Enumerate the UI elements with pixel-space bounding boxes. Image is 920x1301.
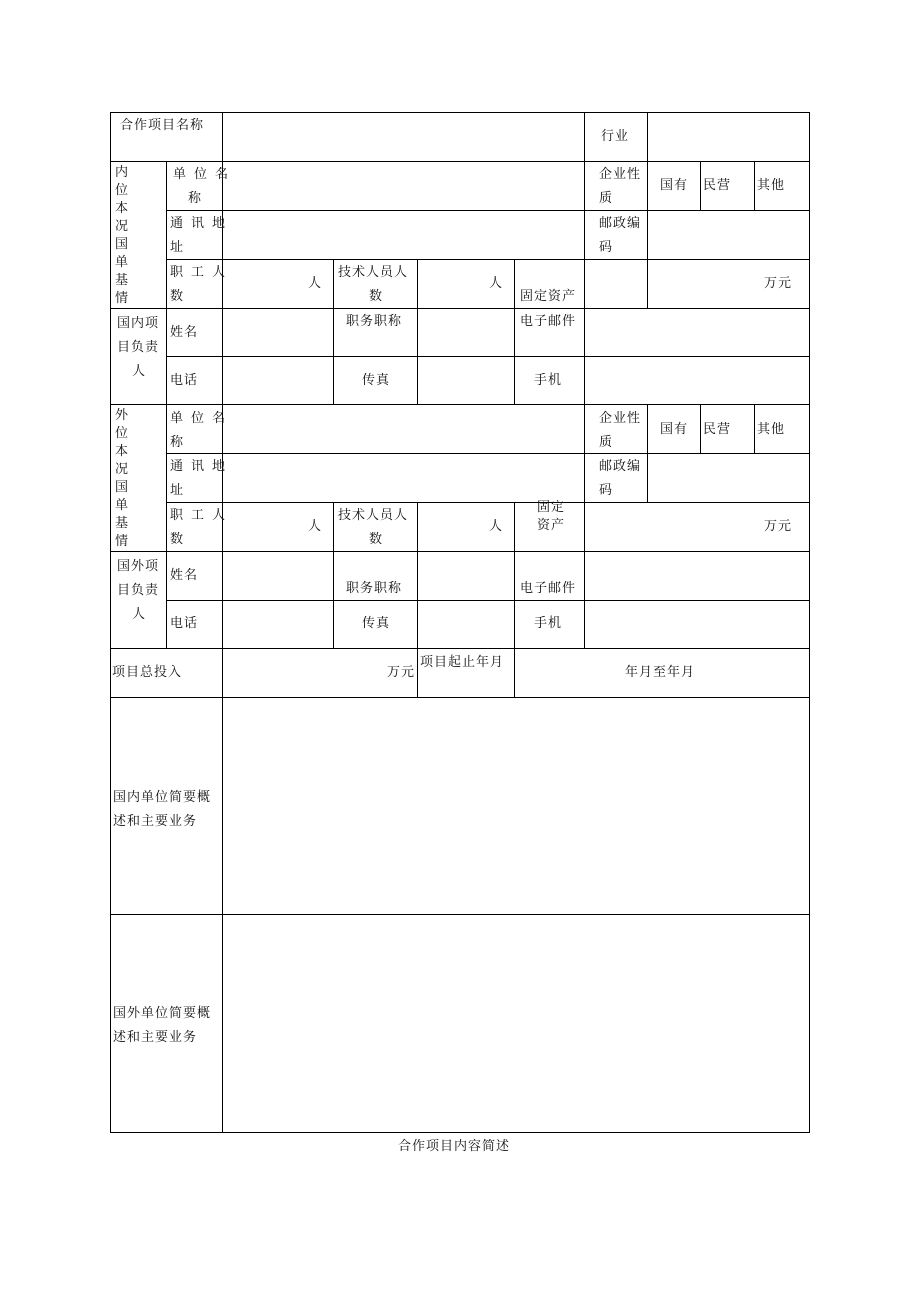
foreign-nature-label-cont: 质 <box>599 435 614 450</box>
domestic-leader-phone-label: 电话 <box>170 373 199 388</box>
foreign-leader-label-cont: 目负责 <box>117 583 160 598</box>
foreign-summary-label: 国外单位简要概 <box>113 1006 212 1021</box>
domestic-leader-title-label: 职务职称 <box>346 314 403 329</box>
foreign-leader-label: 国外项 <box>117 559 160 574</box>
domestic-staff-label-cont: 数 <box>170 289 185 304</box>
domestic-postcode-label: 邮政编 <box>599 216 642 231</box>
domestic-tech-staff-label-cont: 数 <box>369 289 384 304</box>
foreign-leader-fax-field[interactable] <box>418 601 514 648</box>
foreign-unit-name-label: 单位名 <box>170 411 234 426</box>
domestic-leader-phone-field[interactable] <box>223 357 333 404</box>
domestic-nature-label-cont: 质 <box>599 191 614 206</box>
foreign-tech-staff-label: 技术人员人 <box>338 508 409 523</box>
foreign-staff-label: 职工人 <box>170 508 234 523</box>
foreign-address-label: 通讯地 <box>170 459 234 474</box>
foreign-unit-name-field[interactable] <box>223 405 584 453</box>
domestic-staff-unit: 人 <box>308 276 323 291</box>
domestic-unit-name-field[interactable] <box>223 162 584 210</box>
industry-field[interactable] <box>648 113 809 161</box>
domestic-nature-option-other[interactable]: 其他 <box>757 178 786 193</box>
foreign-leader-phone-label: 电话 <box>170 616 199 631</box>
foreign-fixed-assets-unit: 万元 <box>764 519 793 534</box>
foreign-leader-phone-field[interactable] <box>223 601 333 648</box>
foreign-postcode-label: 邮政编 <box>599 459 642 474</box>
foreign-nature-label: 企业性 <box>599 411 642 426</box>
domestic-summary-label: 国内单位简要概 <box>113 790 212 805</box>
domestic-nature-option-private[interactable]: 民营 <box>703 178 732 193</box>
domestic-unit-name-label: 单位名 <box>173 167 237 182</box>
domestic-tech-staff-label: 技术人员人 <box>338 265 409 280</box>
domestic-staff-label: 职工人 <box>170 265 234 280</box>
foreign-leader-mobile-label: 手机 <box>534 616 563 631</box>
foreign-nature-option-other[interactable]: 其他 <box>757 422 786 437</box>
domestic-nature-label: 企业性 <box>599 167 642 182</box>
domestic-fixed-assets-label: 固定资产 <box>520 289 577 304</box>
domestic-unit-section-label: 内位本况国单基情 <box>114 165 129 306</box>
domestic-tech-staff-unit: 人 <box>489 276 504 291</box>
project-name-label: 合作项目名称 <box>120 118 205 133</box>
domestic-address-label: 通讯地 <box>170 216 234 231</box>
domestic-leader-label: 国内项 <box>117 316 160 331</box>
foreign-tech-staff-unit: 人 <box>489 519 504 534</box>
foreign-unit-section-label: 外位本况国单基情 <box>114 408 129 549</box>
foreign-staff-label-cont: 数 <box>170 532 185 547</box>
foreign-fixed-assets-label: 固定 <box>537 500 566 515</box>
foreign-summary-textarea[interactable] <box>223 915 809 1132</box>
project-period-label: 项目起止年月 <box>420 655 505 670</box>
foreign-leader-label-end: 人 <box>132 607 147 622</box>
domestic-fixed-assets-unit: 万元 <box>764 276 793 291</box>
foreign-leader-email-label: 电子邮件 <box>520 581 577 596</box>
industry-label: 行业 <box>601 129 630 144</box>
foreign-postcode-field[interactable] <box>648 454 809 502</box>
domestic-leader-name-field[interactable] <box>223 309 333 356</box>
foreign-leader-name-field[interactable] <box>223 552 333 600</box>
foreign-leader-fax-label: 传真 <box>362 616 391 631</box>
foreign-summary-label-cont: 述和主要业务 <box>113 1030 198 1045</box>
foreign-leader-title-label: 职务职称 <box>346 581 403 596</box>
domestic-leader-fax-field[interactable] <box>418 357 514 404</box>
domestic-postcode-label-cont: 码 <box>599 240 614 255</box>
domestic-address-field[interactable] <box>223 211 584 259</box>
domestic-summary-label-cont: 述和主要业务 <box>113 814 198 829</box>
domestic-leader-mobile-field[interactable] <box>585 357 809 404</box>
foreign-nature-option-state[interactable]: 国有 <box>660 422 689 437</box>
footer-caption: 合作项目内容简述 <box>398 1139 511 1154</box>
foreign-tech-staff-label-cont: 数 <box>369 532 384 547</box>
domestic-leader-email-label: 电子邮件 <box>520 314 577 329</box>
foreign-leader-name-label: 姓名 <box>170 568 199 583</box>
foreign-leader-email-field[interactable] <box>585 552 809 600</box>
total-investment-unit: 万元 <box>387 665 416 680</box>
project-period-value[interactable]: 年月至年月 <box>625 665 696 680</box>
foreign-nature-option-private[interactable]: 民营 <box>703 422 732 437</box>
foreign-address-label-cont: 址 <box>170 483 185 498</box>
domestic-unit-name-label-cont: 称 <box>188 191 203 206</box>
foreign-leader-mobile-field[interactable] <box>585 601 809 648</box>
foreign-postcode-label-cont: 码 <box>599 483 614 498</box>
domestic-postcode-field[interactable] <box>648 211 809 259</box>
foreign-staff-unit: 人 <box>308 519 323 534</box>
domestic-leader-title-field[interactable] <box>418 309 514 356</box>
domestic-nature-option-state[interactable]: 国有 <box>660 178 689 193</box>
domestic-leader-label-end: 人 <box>132 364 147 379</box>
domestic-leader-mobile-label: 手机 <box>534 373 563 388</box>
domestic-leader-email-field[interactable] <box>585 309 809 356</box>
domestic-address-label-cont: 址 <box>170 240 185 255</box>
domestic-summary-textarea[interactable] <box>223 698 809 914</box>
foreign-address-field[interactable] <box>223 454 584 502</box>
domestic-leader-name-label: 姓名 <box>170 325 199 340</box>
foreign-unit-name-label-cont: 称 <box>170 435 185 450</box>
domestic-leader-fax-label: 传真 <box>362 373 391 388</box>
foreign-leader-title-field[interactable] <box>418 552 514 600</box>
project-name-field[interactable] <box>223 113 584 161</box>
total-investment-label: 项目总投入 <box>112 665 183 680</box>
domestic-leader-label-cont: 目负责 <box>117 340 160 355</box>
foreign-fixed-assets-label-cont: 资产 <box>537 518 566 533</box>
